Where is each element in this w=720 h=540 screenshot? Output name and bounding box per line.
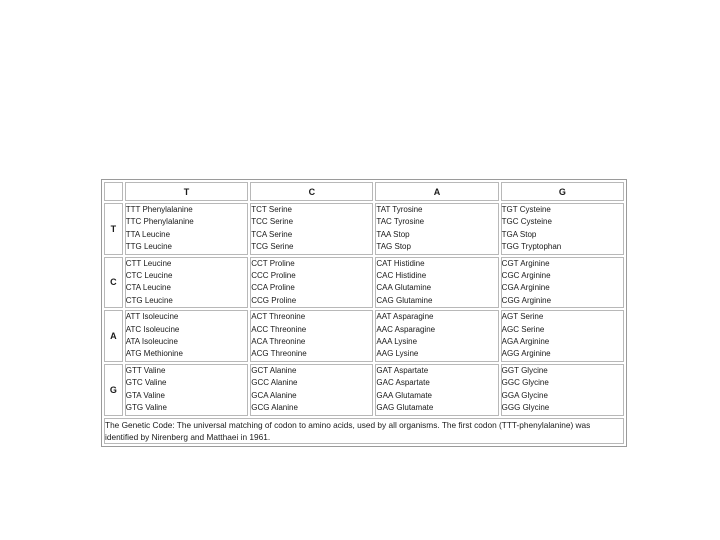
- codon-entry: CTG Leucine: [125, 295, 173, 305]
- column-header-c: C: [250, 182, 373, 201]
- codon-cell: [125, 364, 249, 416]
- codon-entry: GTA Valine: [125, 390, 165, 400]
- codon-entry: AAG Lysine: [376, 349, 419, 359]
- column-header-t: T: [125, 182, 249, 201]
- corner-cell: [104, 182, 123, 201]
- codon-entry: ATT Isoleucine: [125, 312, 179, 322]
- codon-entry: GGC Glycine: [501, 378, 549, 388]
- row-header-t: T: [104, 203, 123, 255]
- codon-entry: AGA Arginine: [501, 337, 550, 347]
- codon-cell: [250, 203, 373, 255]
- codon-cell: [501, 310, 624, 362]
- codon-entry: TAG Stop: [376, 242, 411, 252]
- codon-cell: [250, 257, 373, 309]
- codon-entry: CCG Proline: [251, 295, 297, 305]
- codon-entry: AAT Asparagine: [376, 312, 434, 322]
- column-header-g: G: [501, 182, 624, 201]
- codon-cell: [501, 364, 624, 416]
- codon-row-a: [104, 310, 624, 362]
- codon-entry: TTT Phenylalanine: [125, 205, 193, 214]
- codon-entry: ACC Threonine: [251, 324, 307, 334]
- codon-entry: TAA Stop: [376, 229, 410, 239]
- header-row: [104, 182, 624, 201]
- codon-entry: GCA Alanine: [251, 390, 297, 400]
- codon-entry: TGT Cysteine: [501, 205, 551, 214]
- genetic-code-table: [101, 179, 627, 447]
- row-header-g: G: [104, 364, 123, 416]
- codon-entry: TGC Cysteine: [501, 217, 552, 227]
- codon-entry: GCC Alanine: [251, 378, 298, 388]
- codon-entry: ATG Methionine: [125, 349, 183, 359]
- codon-cell: [375, 203, 498, 255]
- codon-entry: AGC Serine: [501, 324, 545, 334]
- codon-entry: TAC Tyrosine: [376, 217, 425, 227]
- codon-entry: AGT Serine: [501, 312, 544, 322]
- codon-entry: CAG Glutamine: [376, 295, 433, 305]
- codon-cell: [125, 257, 249, 309]
- codon-entry: GTC Valine: [125, 378, 167, 388]
- table-caption: The Genetic Code: The universal matching of codon to amino acids, used by all organisms. The first codon (TTT-phenylalanine) was identified by Nirenberg and Matthaei in 1961.: [104, 418, 624, 444]
- codon-entry: GTT Valine: [125, 365, 166, 375]
- codon-entry: GGT Glycine: [501, 365, 548, 375]
- codon-entry: GCG Alanine: [251, 403, 298, 413]
- codon-entry: CGT Arginine: [501, 258, 550, 268]
- codon-entry: CTC Leucine: [125, 271, 173, 281]
- codon-entry: CAA Glutamine: [376, 283, 432, 293]
- codon-entry: TTG Leucine: [125, 242, 172, 252]
- codon-entry: TTC Phenylalanine: [125, 217, 194, 227]
- column-header-a: A: [375, 182, 498, 201]
- codon-cell: [250, 364, 373, 416]
- codon-entry: ATA Isoleucine: [125, 337, 178, 347]
- codon-entry: GAA Glutamate: [376, 390, 432, 400]
- codon-entry: CGG Arginine: [501, 295, 552, 305]
- codon-cell: [125, 203, 249, 255]
- codon-entry: TCA Serine: [251, 229, 293, 239]
- codon-entry: TCG Serine: [251, 242, 294, 252]
- codon-entry: GCT Alanine: [251, 365, 297, 375]
- codon-entry: ACT Threonine: [251, 312, 306, 322]
- codon-entry: CAC Histidine: [376, 271, 427, 281]
- codon-cell: [375, 257, 498, 309]
- codon-entry: TCT Serine: [251, 205, 292, 214]
- codon-entry: ATC Isoleucine: [125, 324, 180, 334]
- codon-entry: AAA Lysine: [376, 337, 418, 347]
- codon-entry: AGG Arginine: [501, 349, 551, 359]
- codon-cell: [501, 203, 624, 255]
- codon-entry: CCC Proline: [251, 271, 296, 281]
- codon-entry: TGA Stop: [501, 229, 537, 239]
- codon-entry: TAT Tyrosine: [376, 205, 423, 214]
- codon-entry: CAT Histidine: [376, 258, 425, 268]
- codon-entry: TTA Leucine: [125, 229, 171, 239]
- row-header-a: A: [104, 310, 123, 362]
- codon-entry: GGA Glycine: [501, 390, 548, 400]
- codon-entry: CCT Proline: [251, 258, 295, 268]
- codon-row-g: [104, 364, 624, 416]
- codon-cell: [250, 310, 373, 362]
- codon-cell: [375, 364, 498, 416]
- codon-entry: CGC Arginine: [501, 271, 551, 281]
- codon-entry: CGA Arginine: [501, 283, 550, 293]
- row-header-c: C: [104, 257, 123, 309]
- codon-cell: [501, 257, 624, 309]
- codon-entry: ACA Threonine: [251, 337, 306, 347]
- caption-row: [104, 418, 624, 444]
- codon-entry: TCC Serine: [251, 217, 294, 227]
- codon-entry: GAG Glutamate: [376, 403, 434, 413]
- codon-entry: TGG Tryptophan: [501, 242, 562, 252]
- codon-entry: CTT Leucine: [125, 258, 172, 268]
- codon-entry: GAC Aspartate: [376, 378, 430, 388]
- codon-entry: GAT Aspartate: [376, 365, 429, 375]
- codon-cell: [125, 310, 249, 362]
- codon-cell: [375, 310, 498, 362]
- codon-entry: AAC Asparagine: [376, 324, 436, 334]
- codon-row-t: [104, 203, 624, 255]
- codon-entry: CCA Proline: [251, 283, 295, 293]
- codon-entry: GGG Glycine: [501, 403, 550, 413]
- codon-row-c: [104, 257, 624, 309]
- codon-entry: GTG Valine: [125, 403, 167, 413]
- codon-entry: CTA Leucine: [125, 283, 171, 293]
- codon-entry: ACG Threonine: [251, 349, 307, 359]
